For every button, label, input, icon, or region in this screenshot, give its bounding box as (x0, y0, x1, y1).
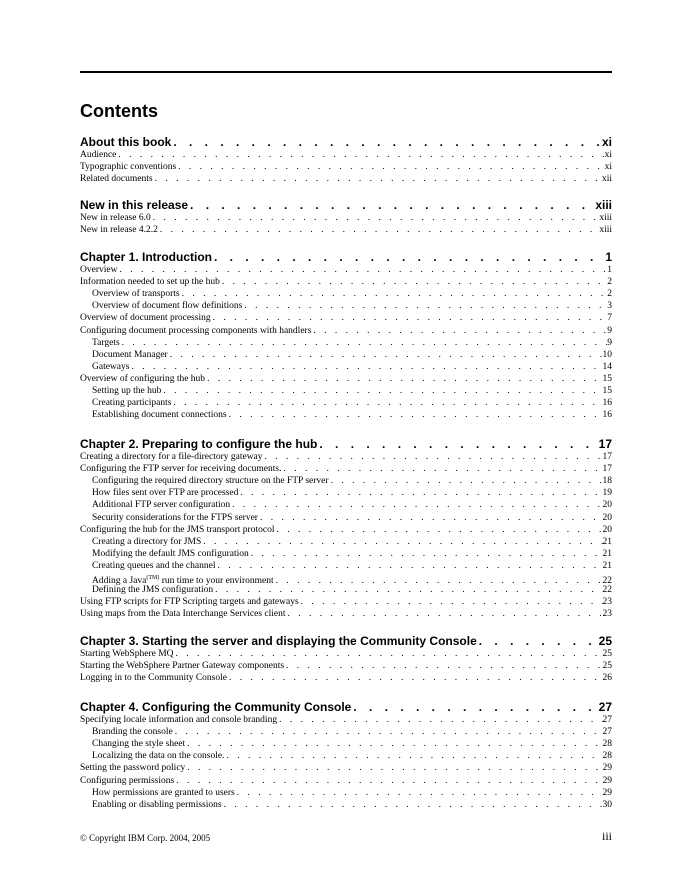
toc-entry[interactable] (80, 276, 612, 288)
toc-entry[interactable] (80, 738, 612, 750)
toc-entry[interactable] (80, 608, 612, 620)
toc-entry-label: Additional FTP server configuration (92, 500, 231, 511)
toc-entry[interactable] (80, 385, 612, 397)
toc-entry-label: Overview of configuring the hub (80, 373, 206, 384)
toc-entry[interactable] (80, 596, 612, 608)
toc-entry[interactable] (80, 787, 612, 799)
toc-entry-label: Configuring document processing components with handlers (80, 325, 312, 336)
toc-leader-dots (173, 726, 603, 738)
toc-entry-page: 1 (607, 265, 612, 275)
toc-entry-page: 27 (602, 715, 612, 725)
toc-section-entry[interactable] (80, 250, 612, 265)
toc-leader-dots (180, 288, 608, 300)
toc-entry-page: 17 (602, 464, 612, 475)
toc-leader-dots (235, 787, 603, 799)
toc-entry[interactable] (80, 149, 612, 161)
toc-entry[interactable] (80, 672, 612, 684)
toc-entry[interactable] (80, 361, 612, 373)
toc-entry[interactable] (80, 512, 612, 524)
toc-leader-dots (116, 149, 604, 161)
toc-entry-label: Security considerations for the FTPS server (92, 512, 258, 523)
toc-entry-label: Changing the style sheet (92, 739, 186, 750)
footer-copyright: © Copyright IBM Corp. 2004, 2005 (80, 833, 211, 843)
toc-leader-dots (158, 224, 600, 236)
toc-entry-page: 25 (602, 661, 612, 672)
toc-entry-page: 27 (602, 727, 612, 738)
toc-entry-page: 30 (602, 799, 612, 810)
toc-entry-page: 28 (602, 751, 612, 762)
toc-leader-dots (171, 135, 602, 150)
toc-entry[interactable] (80, 548, 612, 560)
toc-entry[interactable] (80, 312, 612, 324)
toc-leader-dots (185, 762, 602, 774)
toc-entry-label: Logging in to the Community Console (80, 673, 227, 684)
toc-entry[interactable] (80, 536, 612, 548)
toc-entry-label: Audience (80, 150, 117, 160)
toc-entry[interactable] (80, 799, 612, 811)
toc-entry-label: Starting the WebSphere Partner Gateway components (80, 661, 285, 672)
toc-entry[interactable] (80, 173, 612, 185)
toc-leader-dots (284, 660, 602, 672)
toc-leader-dots (171, 397, 602, 409)
toc-leader-dots (174, 775, 602, 787)
toc-leader-dots (299, 596, 603, 608)
toc-entry-label: About this book (80, 135, 172, 149)
toc-entry-label: Targets (92, 337, 120, 348)
toc-entry-label: Specifying locale information and console branding (80, 715, 278, 725)
toc-entry-page: 16 (602, 410, 612, 421)
toc-leader-dots (227, 672, 603, 684)
toc-entry-label: Information needed to set up the hub (80, 277, 220, 288)
toc-leader-dots (317, 437, 598, 452)
toc-entry-page: 21 (602, 536, 612, 547)
toc-entry[interactable] (80, 451, 612, 463)
toc-entry[interactable] (80, 288, 612, 300)
toc-leader-dots (188, 198, 595, 213)
toc-leader-dots (274, 524, 602, 536)
toc-leader-dots (117, 264, 607, 276)
toc-leader-dots (281, 463, 602, 475)
toc-entry[interactable] (80, 584, 612, 596)
toc-entry-label: Chapter 1. Introduction (80, 250, 212, 264)
toc-entry-label: Configuring the FTP server for receiving documents. (80, 464, 282, 475)
toc-entry[interactable] (80, 475, 612, 487)
toc-entry[interactable] (80, 726, 612, 738)
toc-entry-page: 20 (602, 500, 612, 511)
toc-entry-page: 20 (602, 512, 612, 523)
toc-entry-label: How files sent over FTP are processed (92, 488, 239, 499)
toc-leader-dots (201, 536, 602, 548)
toc-section-entry[interactable] (80, 700, 612, 715)
toc-leader-dots (213, 584, 602, 596)
toc-entry-page: 19 (602, 488, 612, 499)
toc-leader-dots (258, 512, 603, 524)
toc-entry-page: xi (604, 162, 612, 173)
toc-entry-label: Overview of document processing (80, 313, 211, 324)
toc-entry-page: 17 (602, 452, 612, 462)
toc-entry-page: 17 (598, 437, 612, 451)
toc-entry-label: Establishing document connections (92, 410, 227, 421)
toc-entry[interactable] (80, 762, 612, 774)
toc-entry-label: Chapter 4. Configuring the Community Console (80, 700, 352, 714)
toc-leader-dots (205, 373, 602, 385)
toc-leader-dots (174, 648, 603, 660)
toc-leader-dots (242, 300, 607, 312)
toc-entry[interactable] (80, 648, 612, 660)
toc-entry-label: Enabling or disabling permissions (92, 799, 222, 810)
toc-entry-page: 25 (602, 649, 612, 659)
toc-entry-label: Starting WebSphere MQ (80, 649, 174, 659)
toc-entry-page: 2 (607, 289, 612, 300)
toc-entry-page: 22 (602, 585, 612, 596)
toc-entry-page: 9 (607, 325, 612, 336)
toc-entry-label: Branding the console (92, 727, 173, 738)
toc-entry[interactable] (80, 212, 612, 224)
toc-entry-page: 15 (602, 386, 612, 396)
toc-entry-page: 23 (602, 609, 612, 620)
toc-entry-label: New in this release (80, 198, 189, 212)
toc-leader-dots (176, 161, 604, 173)
toc-leader-dots (211, 312, 608, 324)
toc-section-entry[interactable] (80, 437, 612, 452)
toc-entry-label: Adding a Java$^{(TM)}$ run time to your environment (92, 575, 274, 587)
toc-entry[interactable] (80, 487, 612, 499)
toc-leader-dots (329, 475, 603, 487)
toc-entry-label: Related documents (80, 174, 153, 185)
toc-entry-page: xiii (599, 225, 612, 236)
toc-entry-page: 20 (602, 524, 612, 535)
toc-entry[interactable] (80, 714, 612, 726)
toc-entry[interactable] (80, 775, 612, 787)
toc-entry-label: Configuring the hub for the JMS transport protocol (80, 524, 275, 535)
toc-leader-dots (249, 548, 603, 560)
toc-entry-label: Gateways (92, 361, 130, 372)
toc-entry-page: 26 (602, 673, 612, 684)
toc-entry-page: 3 (607, 301, 612, 312)
toc-entry-label: Configuring permissions (80, 775, 175, 786)
toc-entry[interactable] (80, 409, 612, 421)
toc-entry-page: 22 (602, 576, 612, 587)
toc-entry[interactable] (80, 337, 612, 349)
toc-entry[interactable] (80, 264, 612, 276)
toc-entry-page: xi (604, 150, 612, 160)
toc-section-entry[interactable] (80, 634, 612, 649)
toc-entry-page: 29 (602, 763, 612, 774)
toc-entry-label: Localizing the data on the console. (92, 751, 225, 762)
toc-entry-page: 15 (602, 373, 612, 384)
header-rule (80, 71, 612, 73)
toc-entry[interactable] (80, 224, 612, 236)
toc-entry-page: 14 (602, 361, 612, 372)
toc-entry-label: Chapter 3. Starting the server and displaying the Community Console (80, 634, 477, 648)
toc-entry[interactable] (80, 397, 612, 409)
toc-leader-dots (120, 337, 608, 349)
toc-leader-dots (215, 560, 602, 572)
toc-entry-label: Configuring the required directory structure on the FTP server (92, 476, 329, 487)
toc-entry-label: New in release 4.2.2 (80, 225, 158, 236)
toc-entry-label: Creating a directory for a file-directory gateway (80, 452, 263, 462)
toc-entry[interactable] (80, 161, 612, 173)
toc-entry-page: 23 (602, 597, 612, 608)
toc-leader-dots (224, 750, 602, 762)
footer-page-number: iii (601, 829, 612, 843)
toc-entry-page: 1 (605, 250, 612, 264)
toc-entry-label: Using FTP scripts for FTP Scripting targets and gateways (80, 597, 299, 608)
toc-entry-label: Overview (80, 265, 118, 275)
toc-entry[interactable] (80, 524, 612, 536)
toc-entry-label: New in release 6.0 (80, 213, 151, 223)
toc-entry-label: Creating participants (92, 398, 172, 409)
toc-entry[interactable] (80, 373, 612, 385)
toc-entry[interactable] (80, 349, 612, 361)
toc-entry-page: 9 (607, 337, 612, 348)
toc-section-entry[interactable] (80, 135, 612, 150)
toc-entry[interactable] (80, 463, 612, 475)
toc-entry-page: 7 (607, 313, 612, 324)
toc-entry-page: 29 (602, 787, 612, 798)
toc-leader-dots (161, 385, 602, 397)
toc-leader-dots (277, 714, 602, 726)
toc-leader-dots (220, 276, 607, 288)
toc-entry[interactable] (80, 300, 612, 312)
toc-entry-label: Chapter 2. Preparing to configure the hub (80, 437, 318, 451)
toc-entry-page: 29 (602, 775, 612, 786)
toc-entry-label: Document Manager (92, 349, 168, 360)
page-title: Contents (80, 101, 158, 121)
toc-leader-dots (230, 499, 602, 511)
toc-leader-dots (227, 409, 603, 421)
toc-entry-page: 2 (607, 277, 612, 288)
toc-leader-dots (129, 361, 602, 373)
toc-entry[interactable] (80, 325, 612, 337)
toc-entry-page: 10 (602, 349, 612, 360)
toc-entry-label: Creating queues and the channel (92, 560, 216, 571)
toc-entry-label: Overview of document flow definitions (92, 301, 243, 312)
toc-leader-dots (311, 325, 607, 337)
toc-entry[interactable] (80, 560, 612, 572)
toc-entry-label: Modifying the default JMS configuration (92, 548, 249, 559)
toc-leader-dots (153, 173, 602, 185)
toc-entry-page: 27 (598, 700, 612, 714)
toc-entry-label: Typographic conventions (80, 162, 177, 173)
toc-leader-dots (238, 487, 602, 499)
toc-leader-dots (286, 608, 603, 620)
toc-leader-dots (477, 634, 599, 649)
toc-entry[interactable] (80, 660, 612, 672)
toc-leader-dots (263, 451, 603, 463)
toc-entry-page: 21 (602, 548, 612, 559)
toc-entry-page: 28 (602, 739, 612, 750)
toc-entry-label: Setting up the hub (92, 386, 162, 396)
toc-leader-dots (351, 700, 598, 715)
document-page (80, 0, 612, 880)
toc-entry-page: xiii (595, 198, 612, 212)
toc-entry-page: xi (601, 135, 612, 149)
toc-entry-label: Defining the JMS configuration (92, 585, 214, 596)
toc-leader-dots (168, 349, 603, 361)
toc-entry[interactable] (80, 750, 612, 762)
toc-leader-dots (222, 799, 603, 811)
toc-entry-label: Setting the password policy (80, 763, 186, 774)
toc-entry-page: 25 (598, 634, 612, 648)
toc-entry-page: 16 (602, 398, 612, 409)
toc-leader-dots (185, 738, 602, 750)
toc-entry-page: 18 (602, 476, 612, 487)
toc-entry[interactable] (80, 499, 612, 511)
toc-entry-page: xiii (599, 213, 612, 223)
toc-leader-dots (151, 212, 600, 224)
toc-entry-page: xii (601, 174, 612, 185)
toc-section-entry[interactable] (80, 198, 612, 213)
toc-entry-label: How permissions are granted to users (92, 787, 235, 798)
toc-entry-label: Creating a directory for JMS (92, 536, 202, 547)
toc-entry-label: Overview of transports (92, 289, 180, 300)
toc-entry-label: Using maps from the Data Interchange Services client (80, 609, 286, 620)
toc-entry-page: 21 (602, 560, 612, 571)
toc-leader-dots (212, 250, 605, 265)
